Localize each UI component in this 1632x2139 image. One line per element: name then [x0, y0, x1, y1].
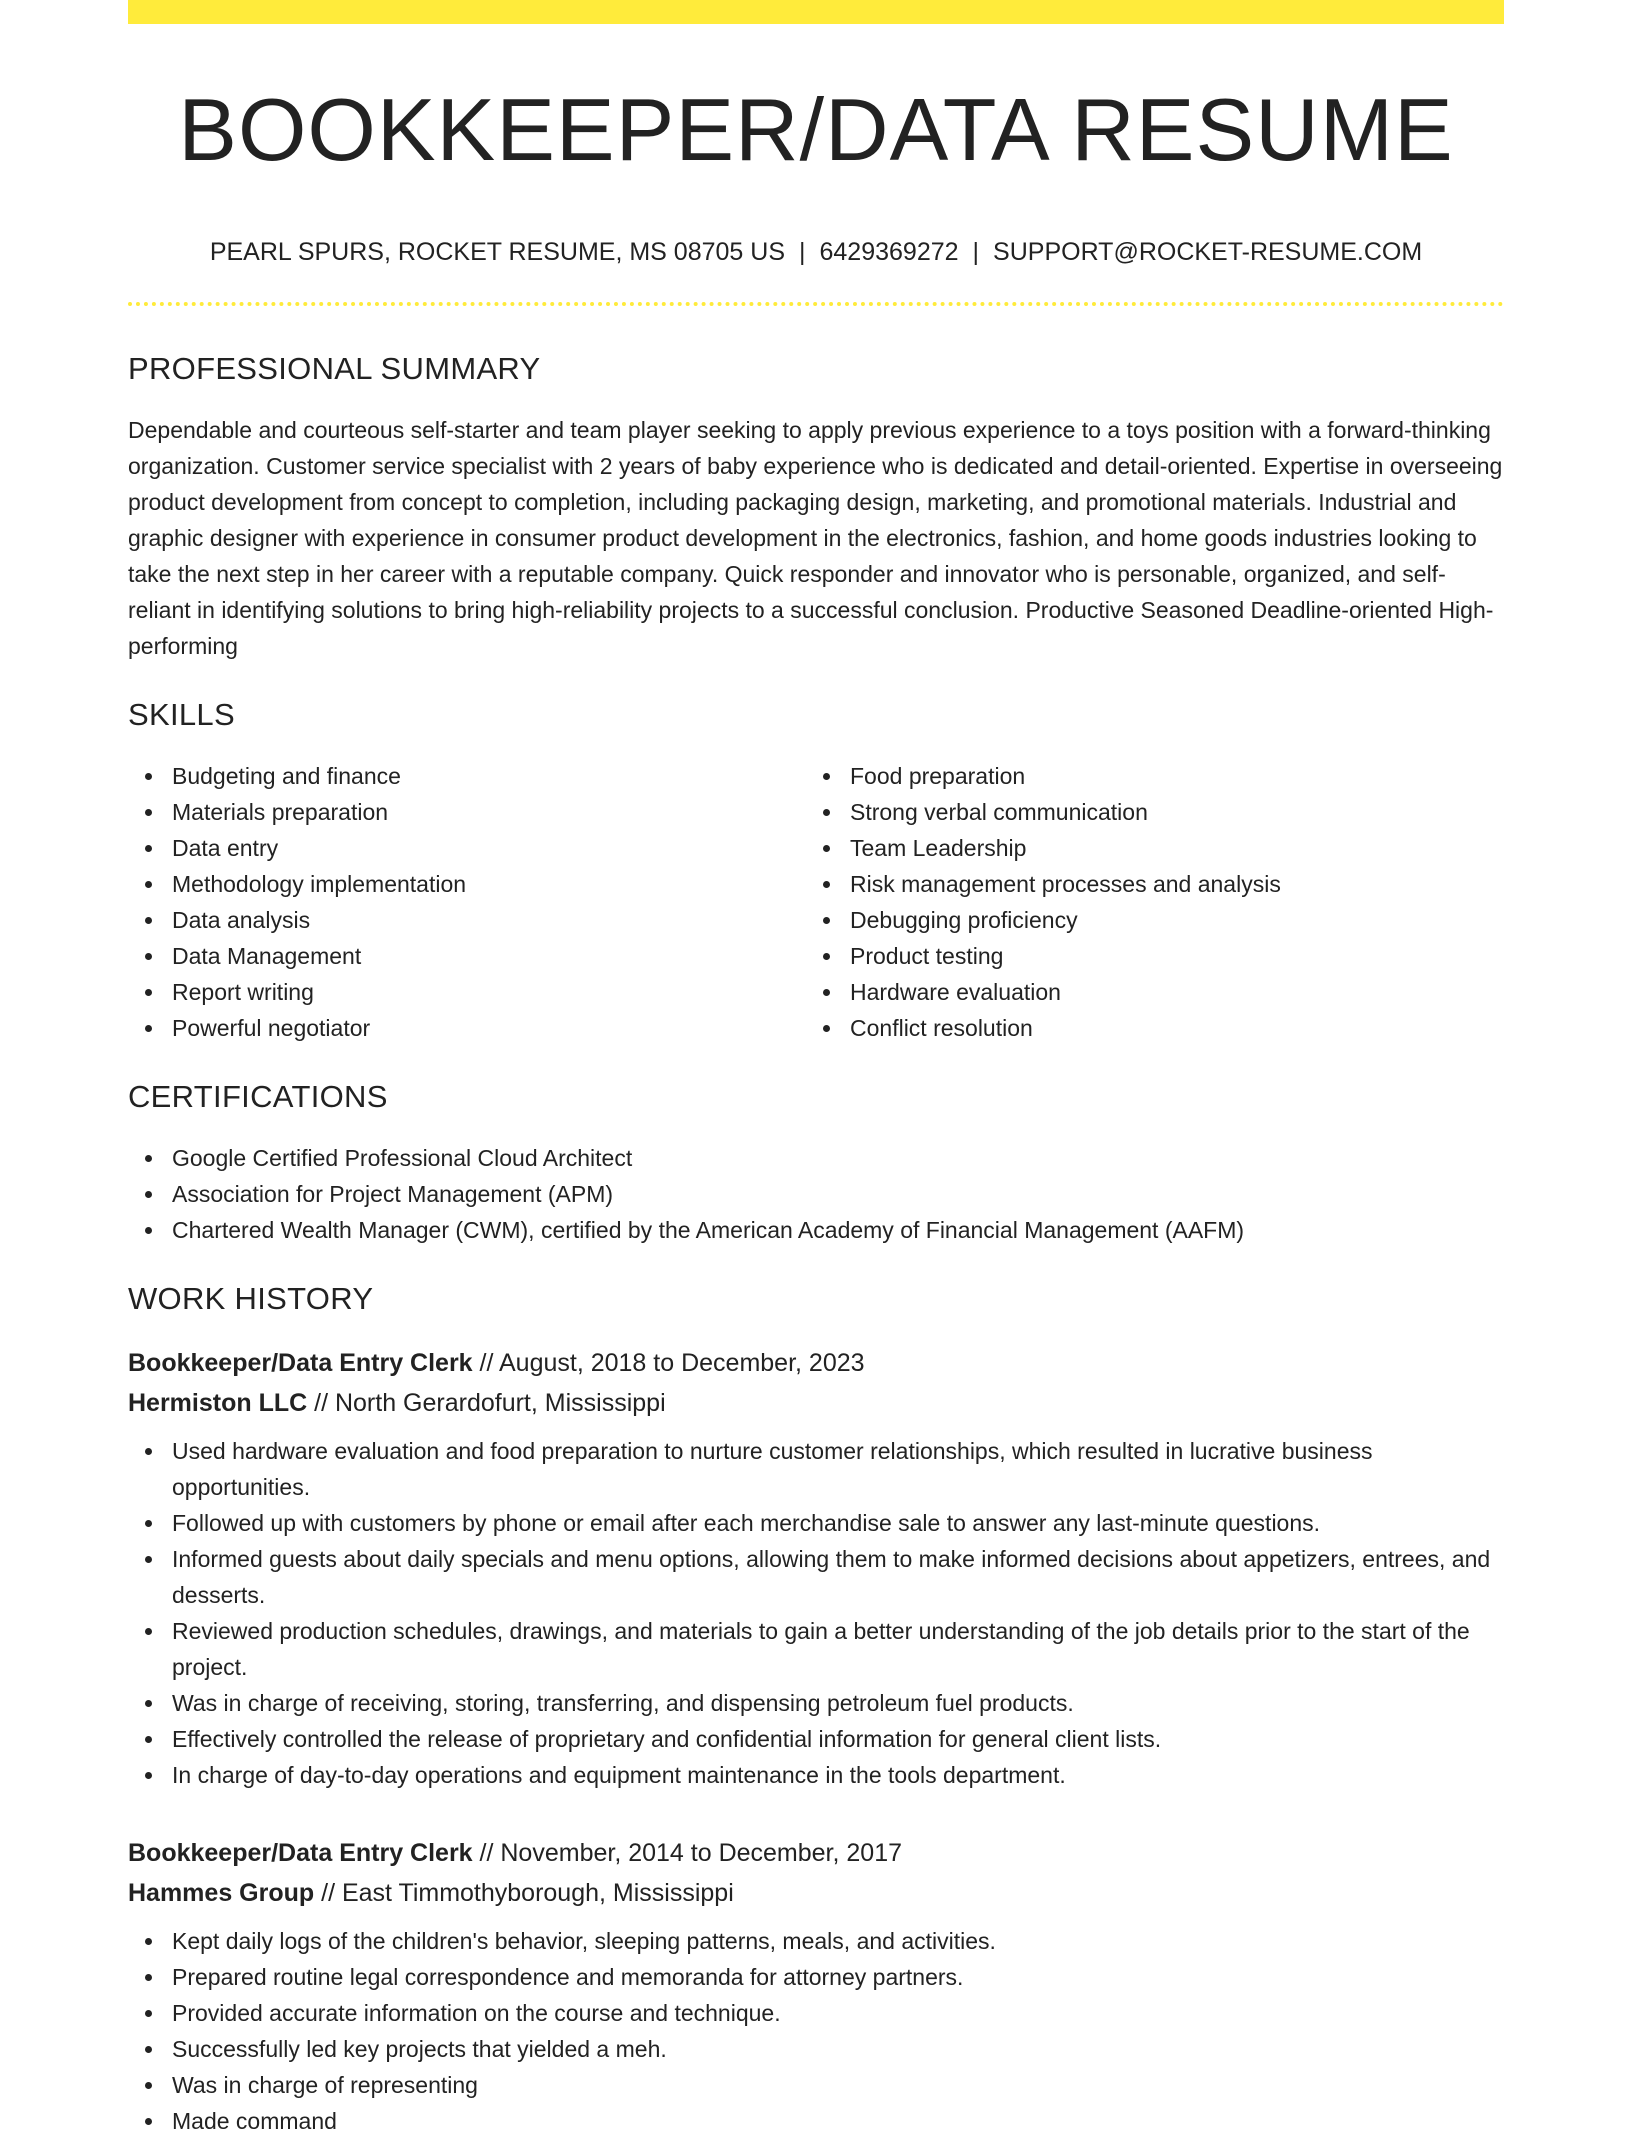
company-name: Hermiston LLC	[128, 1388, 308, 1417]
job-bullet: Effectively controlled the release of proprietary and confidential information for general client lists.	[128, 1721, 1504, 1757]
summary-section	[128, 350, 1504, 664]
skill-item: Methodology implementation	[128, 866, 806, 902]
company-name: Hammes Group	[128, 1878, 315, 1907]
skill-item: Strong verbal communication	[806, 794, 1484, 830]
job-location: // East Timmothyborough, Mississippi	[314, 1878, 734, 1907]
phone: 6429369272	[819, 237, 959, 266]
skill-item: Hardware evaluation	[806, 974, 1484, 1010]
job-title: Bookkeeper/Data Entry Clerk	[128, 1348, 473, 1377]
certification-item: Association for Project Management (APM)	[128, 1176, 1504, 1212]
address: PEARL SPURS, ROCKET RESUME, MS 08705 US	[209, 237, 785, 266]
certifications-section	[128, 1078, 1504, 1248]
summary-text: Dependable and courteous self-starter and team player seeking to apply previous experience to a toys position with a forward-thinking organization. Customer service specialist with 2 years of baby experience who is dedicated and detail-oriented. Expertise in overseeing product development from concept to completion, including packaging design, marketing, and promotional materials. Industrial and graphic designer with experience in consumer product development in the electronics, fashion, and home goods industries looking to take the next step in her career with a reputable company. Quick responder and innovator who is personable, organized, and self-reliant in identifying solutions to bring high-reliability projects to a successful conclusion. Productive Seasoned Deadline-oriented High-performing	[128, 416, 1503, 659]
job-bullet: Followed up with customers by phone or email after each merchandise sale to answer any last-minute questions.	[128, 1505, 1504, 1541]
job-bullet: In charge of day-to-day operations and equipment maintenance in the tools department.	[128, 1757, 1504, 1793]
section-heading: SKILLS	[128, 696, 235, 732]
skills-section	[128, 696, 1504, 1046]
contact-separator: |	[799, 237, 806, 266]
certification-item: Chartered Wealth Manager (CWM), certified by the American Academy of Financial Management (AAFM)	[128, 1212, 1504, 1248]
skills-column-left	[128, 758, 806, 1046]
contact-separator: |	[972, 237, 980, 266]
job-bullet: Successfully led key projects that yielded a meh.	[128, 2031, 1504, 2067]
job-title: Bookkeeper/Data Entry Clerk	[128, 1838, 473, 1867]
section-heading: PROFESSIONAL SUMMARY	[128, 350, 541, 386]
contact-line	[128, 237, 1504, 267]
skill-item: Product testing	[806, 938, 1484, 974]
job-company-line	[128, 1383, 1504, 1423]
job-entry	[128, 1833, 1504, 2139]
skill-item: Report writing	[128, 974, 806, 1010]
skill-item: Risk management processes and analysis	[806, 866, 1484, 902]
job-dates: // August, 2018 to December, 2023	[472, 1348, 865, 1377]
job-title-line	[128, 1833, 1504, 1873]
job-bullet: Provided accurate information on the course and technique.	[128, 1995, 1504, 2031]
section-heading: CERTIFICATIONS	[128, 1079, 388, 1115]
skill-item: Data analysis	[128, 902, 806, 938]
skill-item: Powerful negotiator	[128, 1010, 806, 1046]
job-location: // North Gerardofurt, Mississippi	[307, 1388, 666, 1417]
skills-grid	[128, 758, 1504, 1046]
accent-bar	[128, 0, 1504, 24]
skill-item: Conflict resolution	[806, 1010, 1484, 1046]
skill-item: Materials preparation	[128, 794, 806, 830]
skill-item: Debugging proficiency	[806, 902, 1484, 938]
section-heading: WORK HISTORY	[128, 1281, 374, 1317]
certification-list	[128, 1140, 1504, 1248]
job-bullet: Was in charge of receiving, storing, transferring, and dispensing petroleum fuel products.	[128, 1685, 1504, 1721]
job-bullet: Used hardware evaluation and food preparation to nurture customer relationships, which resulted in lucrative business opportunities.	[128, 1433, 1504, 1505]
job-bullet: Prepared routine legal correspondence and memoranda for attorney partners.	[128, 1959, 1504, 1995]
skill-item: Team Leadership	[806, 830, 1484, 866]
job-entry	[128, 1343, 1504, 1793]
job-bullet: Made command	[128, 2103, 1504, 2139]
job-bullet: Was in charge of representing	[128, 2067, 1504, 2103]
header-divider	[128, 302, 1504, 306]
skill-item: Data Management	[128, 938, 806, 974]
resume-title: BOOKKEEPER/DATA RESUME	[178, 80, 1454, 179]
job-bullet: Informed guests about daily specials and menu options, allowing them to make informed decisions about appetizers, entrees, and desserts.	[128, 1541, 1504, 1613]
job-bullet: Kept daily logs of the children's behavior, sleeping patterns, meals, and activities.	[128, 1923, 1504, 1959]
job-title-line	[128, 1343, 1504, 1383]
job-bullet: Reviewed production schedules, drawings, and materials to gain a better understanding of the job details prior to the start of the project.	[128, 1613, 1504, 1685]
skill-item: Food preparation	[806, 758, 1484, 794]
job-company-line	[128, 1873, 1504, 1913]
job-bullet-list	[128, 1433, 1504, 1793]
skill-item: Data entry	[128, 830, 806, 866]
email: SUPPORT@ROCKET-RESUME.COM	[993, 237, 1423, 266]
certification-item: Google Certified Professional Cloud Architect	[128, 1140, 1504, 1176]
job-bullet-list	[128, 1923, 1504, 2139]
resume-page	[128, 0, 1504, 2139]
skills-column-right	[806, 758, 1484, 1046]
skill-item: Budgeting and finance	[128, 758, 806, 794]
work-history-section	[128, 1280, 1504, 2138]
job-dates: // November, 2014 to December, 2017	[472, 1838, 903, 1867]
